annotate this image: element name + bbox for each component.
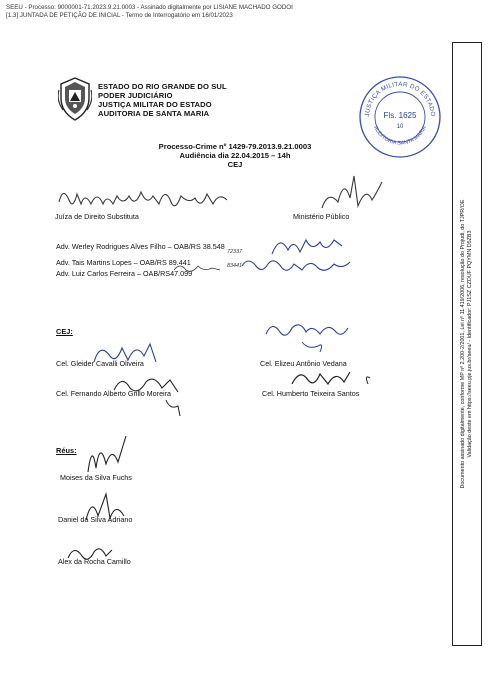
defendant-1: Moises da Silva Fuchs xyxy=(60,473,132,482)
institution-line-4: AUDITORIA DE SANTA MARIA xyxy=(98,109,210,118)
lawyer-1: Adv. Werley Rodrigues Alves Filho – OAB/RS 38.548 xyxy=(56,242,225,251)
handwritten-note-2: 83441 xyxy=(227,263,242,269)
lawyer-2: Adv. Tais Martins Lopes – OAB/RS 89.441 xyxy=(56,258,191,267)
prosecutor-signature xyxy=(318,172,388,216)
stamp-fls: Fls. 1625 xyxy=(383,111,417,120)
sidebar-line-1: Documento assinado digitalmente, conforme MP nº 2.200-2/2001, Lei nº 11.419/2006, resolução do Projudi, do TJPR/OE xyxy=(459,199,466,489)
defendant-2: Daniel da Silva Adriano xyxy=(58,515,133,524)
institution-line-3: JUSTIÇA MILITAR DO ESTADO xyxy=(98,100,212,109)
sidebar-line-2: Validação deste em https://seeu.pje.jus.br/seeu/ - Identificador: PJ1SZ CZDUF PQYMN D5ZB3 xyxy=(467,230,473,458)
lawyer-2-initials xyxy=(172,260,222,276)
cej-member-4-signature xyxy=(286,360,382,390)
defendant-3: Alex da Rocha Camillo xyxy=(58,557,131,566)
cej-member-1: Cel. Gleider Cavalli Oliveira xyxy=(56,359,144,368)
judge-label: Juíza de Direito Substituta xyxy=(55,212,139,221)
header-line-1: SEEU - Processo: 9000001-71.2023.9.21.0003 - Assinado digitalmente por LISIANE MACHADO GODOI xyxy=(6,4,293,11)
cej-member-2: Cel. Elizeu Antônio Vedana xyxy=(260,359,347,368)
coat-of-arms-icon xyxy=(58,76,92,122)
institution-line-2: PODER JUDICIÁRIO xyxy=(98,91,173,100)
handwritten-note-1: 72337 xyxy=(227,249,242,255)
cej-member-4: Cel. Humberto Teixeira Santos xyxy=(262,389,360,398)
process-number: Processo-Crime nº 1429-79.2013.9.21.0003 xyxy=(158,142,312,151)
cej-member-2-signature xyxy=(262,316,352,356)
digital-signature-sidebar xyxy=(452,42,482,646)
hearing-date: Audiência dia 22.04.2015 – 14h xyxy=(179,151,291,160)
header-line-2: [1.3] JUNTADA DE PETIÇÃO DE INICIAL - Termo de Interrogatório em 16/01/2023 xyxy=(6,12,233,19)
court-stamp xyxy=(355,72,445,162)
sidebar-text-block xyxy=(460,200,474,489)
institution-line-1: ESTADO DO RIO GRANDE DO SUL xyxy=(98,82,227,91)
cej-heading: CEJ: xyxy=(56,327,73,336)
stamp-top-text: JUSTIÇA MILITAR DO ESTADO xyxy=(363,80,437,117)
stamp-num: 10 xyxy=(396,124,404,130)
process-org: CEJ xyxy=(227,160,243,169)
prosecutor-label: Ministério Público xyxy=(293,212,350,221)
cej-member-3: Cel. Fernando Alberto Grillo Moreira xyxy=(56,389,172,398)
stamp-bottom-text: AUDITORIA SANTA MARIA xyxy=(372,125,428,147)
lawyer-2-signature xyxy=(238,252,356,278)
judge-signature xyxy=(55,182,235,216)
defendant-1-signature xyxy=(66,432,146,476)
lawyer-3: Adv. Luiz Carlos Ferreira – OAB/RS47.099 xyxy=(56,269,193,278)
defendants-heading: Réus: xyxy=(56,446,77,455)
